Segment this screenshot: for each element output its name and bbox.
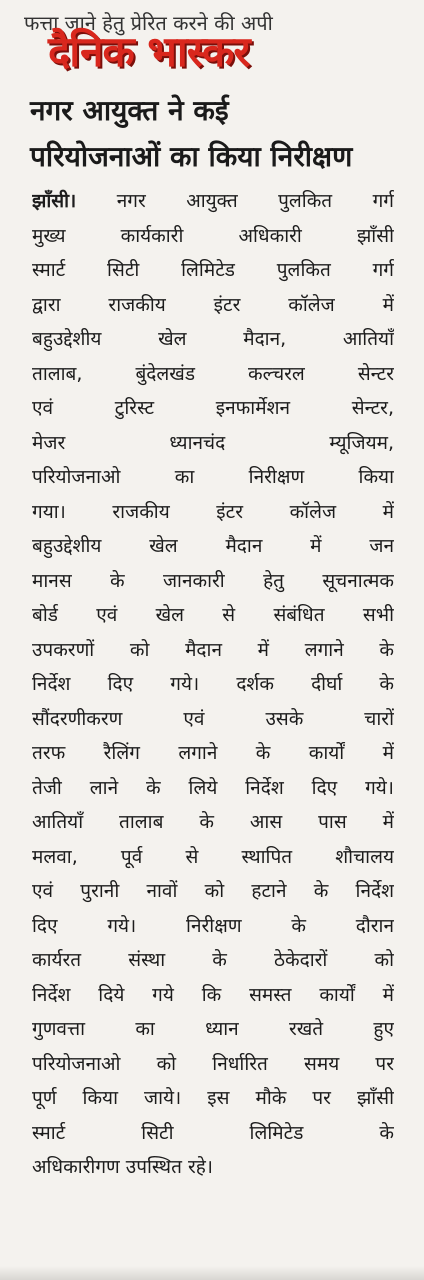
body-line: एवं पुरानी नावों को हटाने के निर्देश <box>32 880 394 902</box>
article-body <box>32 184 394 1185</box>
body-line: तरफ रैलिंग लगाने के कार्यों में <box>32 742 394 764</box>
body-line: बोर्ड एवं खेल से संबंधित सभी <box>32 604 394 626</box>
body-line: परियोजनाओ को निर्धारित समय पर <box>32 1052 394 1075</box>
body-line: कार्यरत संस्था के ठेकेदारों को <box>32 949 394 971</box>
body-line-1 <box>32 184 394 219</box>
body-line: आतियाँ तालाब के आस पास में <box>32 811 394 833</box>
body-line: स्मार्ट सिटी लिमिटेड पुलकित गर्ग <box>32 259 394 281</box>
body-line: उपकरणों को मैदान में लगाने के <box>32 638 394 661</box>
body-line: एवं टुरिस्ट इनफार्मेशन सेन्टर, <box>32 397 394 419</box>
body-line: परियोजनाओ का निरीक्षण किया <box>32 466 394 488</box>
body-line: मानस के जानकारी हेतु सूचनात्मक <box>32 569 394 592</box>
body-line: तेजी लाने के लिये निर्देश दिए गये। <box>32 776 394 799</box>
headline-line-2: परियोजनाओं का किया निरीक्षण <box>30 140 353 173</box>
body-line: तालाब, बुंदेलखंड कल्चरल सेन्टर <box>32 362 394 385</box>
article-headline <box>30 88 410 180</box>
body-line: बहुउद्देशीय खेल मैदान, आतियाँ <box>32 328 394 350</box>
body-line: गया। राजकीय इंटर कॉलेज में <box>32 500 394 523</box>
body-line: बहुउद्देशीय खेल मैदान में जन <box>32 535 394 557</box>
body-line-last: अधिकारीगण उपस्थित रहे। <box>32 1156 214 1178</box>
body-line: गुणवत्ता का ध्यान रखते हुए <box>32 1018 394 1040</box>
body-line: निर्देश दिये गये कि समस्त कार्यों में <box>32 983 394 1006</box>
page-cutoff-edge <box>0 1266 424 1280</box>
body-line: पूर्ण किया जाये। इस मौके पर झाँसी <box>32 1087 394 1109</box>
body-line: स्मार्ट सिटी लिमिटेड के <box>32 1121 394 1144</box>
body-line: सौंदरणीकरण एवं उसके चारों <box>32 707 394 730</box>
top-line-text: फत्ता जाने हेतु प्रेरित करने की अपी <box>24 11 273 35</box>
body-line: मुख्य कार्यकारी अधिकारी झाँसी <box>32 224 394 247</box>
body-line-1-text: नगर आयुक्त पुलकित गर्ग <box>76 190 394 212</box>
dateline: झाँसी। <box>32 190 77 212</box>
newspaper-logo: दैनिक भास्कर <box>48 27 250 76</box>
headline-line-1: नगर आयुक्त ने कई <box>30 94 229 127</box>
body-line: निर्देश दिए गये। दर्शक दीर्घा के <box>32 673 394 695</box>
body-line: द्वारा राजकीय इंटर कॉलेज में <box>32 293 394 316</box>
body-line: मेजर ध्यानचंद म्यूजियम, <box>32 431 394 454</box>
body-line: मलवा, पूर्व से स्थापित शौचालय <box>32 845 394 868</box>
body-line: दिए गये। निरीक्षण के दौरान <box>32 914 394 937</box>
